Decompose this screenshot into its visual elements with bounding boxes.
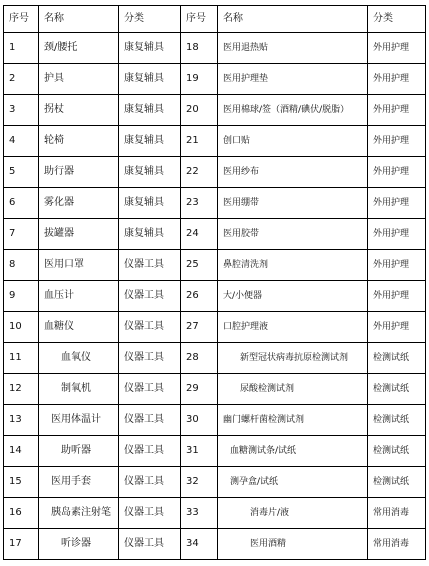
seq-cell: 33 — [181, 498, 218, 529]
item-name-cell: 制氧机 — [39, 374, 119, 405]
seq-cell: 31 — [181, 436, 218, 467]
item-name-cell: 口腔护理液 — [218, 312, 368, 343]
seq-cell: 14 — [4, 436, 39, 467]
item-name-cell: 血糖仪 — [39, 312, 119, 343]
item-name-cell: 医用护理垫 — [218, 64, 368, 95]
item-name-cell: 医用退热贴 — [218, 33, 368, 64]
table-row — [4, 467, 426, 498]
seq-cell: 11 — [4, 343, 39, 374]
item-name-cell: 医用手套 — [39, 467, 119, 498]
category-cell: 仪器工具 — [119, 250, 181, 281]
item-name-cell: 雾化器 — [39, 188, 119, 219]
category-cell: 康复辅具 — [119, 157, 181, 188]
category-cell: 外用护理 — [368, 64, 426, 95]
item-name-cell: 大/小便器 — [218, 281, 368, 312]
category-cell: 检测试纸 — [368, 405, 426, 436]
item-name-cell: 鼻腔清洗剂 — [218, 250, 368, 281]
category-cell: 外用护理 — [368, 157, 426, 188]
item-name-cell: 轮椅 — [39, 126, 119, 157]
category-cell: 外用护理 — [368, 33, 426, 64]
category-cell: 外用护理 — [368, 188, 426, 219]
seq-cell: 7 — [4, 219, 39, 250]
category-cell: 康复辅具 — [119, 188, 181, 219]
category-cell: 外用护理 — [368, 95, 426, 126]
table-row — [4, 64, 426, 95]
table-row — [4, 498, 426, 529]
seq-cell: 27 — [181, 312, 218, 343]
table-row — [4, 343, 426, 374]
seq-cell: 25 — [181, 250, 218, 281]
category-cell: 仪器工具 — [119, 529, 181, 560]
item-name-cell: 护具 — [39, 64, 119, 95]
header-seq-1: 序号 — [4, 6, 39, 33]
category-cell: 康复辅具 — [119, 33, 181, 64]
category-cell: 康复辅具 — [119, 64, 181, 95]
item-name-cell: 医用口罩 — [39, 250, 119, 281]
item-name-cell: 助听器 — [39, 436, 119, 467]
seq-cell: 23 — [181, 188, 218, 219]
item-name-cell: 拐杖 — [39, 95, 119, 126]
seq-cell: 18 — [181, 33, 218, 64]
item-name-cell: 颈/腰托 — [39, 33, 119, 64]
table-row — [4, 219, 426, 250]
item-name-cell: 尿酸检测试剂 — [218, 374, 368, 405]
category-cell: 常用消毒 — [368, 498, 426, 529]
table-row — [4, 95, 426, 126]
item-name-cell: 拔罐器 — [39, 219, 119, 250]
category-cell: 康复辅具 — [119, 126, 181, 157]
table-row — [4, 436, 426, 467]
header-name-2: 名称 — [218, 6, 368, 33]
item-name-cell: 消毒片/液 — [218, 498, 368, 529]
header-category-2: 分类 — [368, 6, 426, 33]
category-cell: 仪器工具 — [119, 405, 181, 436]
seq-cell: 8 — [4, 250, 39, 281]
seq-cell: 34 — [181, 529, 218, 560]
table-row — [4, 281, 426, 312]
category-cell: 仪器工具 — [119, 436, 181, 467]
seq-cell: 21 — [181, 126, 218, 157]
category-cell: 外用护理 — [368, 281, 426, 312]
category-cell: 仪器工具 — [119, 498, 181, 529]
table-row — [4, 374, 426, 405]
table-row — [4, 126, 426, 157]
table-row — [4, 312, 426, 343]
seq-cell: 20 — [181, 95, 218, 126]
table-header-row — [4, 6, 426, 33]
seq-cell: 15 — [4, 467, 39, 498]
category-cell: 外用护理 — [368, 250, 426, 281]
item-name-cell: 幽门螺杆菌检测试剂 — [218, 405, 368, 436]
category-cell: 外用护理 — [368, 126, 426, 157]
seq-cell: 16 — [4, 498, 39, 529]
table-row — [4, 188, 426, 219]
seq-cell: 30 — [181, 405, 218, 436]
category-cell: 仪器工具 — [119, 374, 181, 405]
category-cell: 检测试纸 — [368, 374, 426, 405]
header-name-1: 名称 — [39, 6, 119, 33]
category-cell: 仪器工具 — [119, 281, 181, 312]
seq-cell: 28 — [181, 343, 218, 374]
seq-cell: 10 — [4, 312, 39, 343]
item-name-cell: 新型冠状病毒抗原检测试剂 — [218, 343, 368, 374]
seq-cell: 5 — [4, 157, 39, 188]
header-seq-2: 序号 — [181, 6, 218, 33]
category-cell: 仪器工具 — [119, 467, 181, 498]
seq-cell: 26 — [181, 281, 218, 312]
seq-cell: 1 — [4, 33, 39, 64]
seq-cell: 24 — [181, 219, 218, 250]
header-category-1: 分类 — [119, 6, 181, 33]
seq-cell: 17 — [4, 529, 39, 560]
item-name-cell: 创口贴 — [218, 126, 368, 157]
table-row — [4, 157, 426, 188]
category-cell: 外用护理 — [368, 219, 426, 250]
product-category-table — [3, 5, 426, 560]
table-body — [4, 33, 426, 560]
item-name-cell: 医用纱布 — [218, 157, 368, 188]
seq-cell: 6 — [4, 188, 39, 219]
table-row — [4, 529, 426, 560]
category-cell: 康复辅具 — [119, 95, 181, 126]
item-name-cell: 血氧仪 — [39, 343, 119, 374]
item-name-cell: 医用酒精 — [218, 529, 368, 560]
item-name-cell: 助行器 — [39, 157, 119, 188]
table-row — [4, 33, 426, 64]
table-row — [4, 405, 426, 436]
item-name-cell: 听诊器 — [39, 529, 119, 560]
category-cell: 康复辅具 — [119, 219, 181, 250]
item-name-cell: 医用体温计 — [39, 405, 119, 436]
item-name-cell: 医用胶带 — [218, 219, 368, 250]
seq-cell: 29 — [181, 374, 218, 405]
seq-cell: 9 — [4, 281, 39, 312]
category-cell: 仪器工具 — [119, 312, 181, 343]
category-cell: 检测试纸 — [368, 467, 426, 498]
category-cell: 常用消毒 — [368, 529, 426, 560]
category-cell: 仪器工具 — [119, 343, 181, 374]
seq-cell: 32 — [181, 467, 218, 498]
seq-cell: 3 — [4, 95, 39, 126]
seq-cell: 13 — [4, 405, 39, 436]
item-name-cell: 胰岛素注射笔 — [39, 498, 119, 529]
category-cell: 检测试纸 — [368, 343, 426, 374]
seq-cell: 2 — [4, 64, 39, 95]
item-name-cell: 医用绷带 — [218, 188, 368, 219]
category-cell: 外用护理 — [368, 312, 426, 343]
item-name-cell: 测孕盒/试纸 — [218, 467, 368, 498]
seq-cell: 19 — [181, 64, 218, 95]
seq-cell: 22 — [181, 157, 218, 188]
category-cell: 检测试纸 — [368, 436, 426, 467]
item-name-cell: 血压计 — [39, 281, 119, 312]
seq-cell: 4 — [4, 126, 39, 157]
seq-cell: 12 — [4, 374, 39, 405]
table-row — [4, 250, 426, 281]
product-table-container — [3, 5, 426, 560]
item-name-cell: 医用棉球/签（酒精/碘伏/脱脂） — [218, 95, 368, 126]
item-name-cell: 血糖测试条/试纸 — [218, 436, 368, 467]
